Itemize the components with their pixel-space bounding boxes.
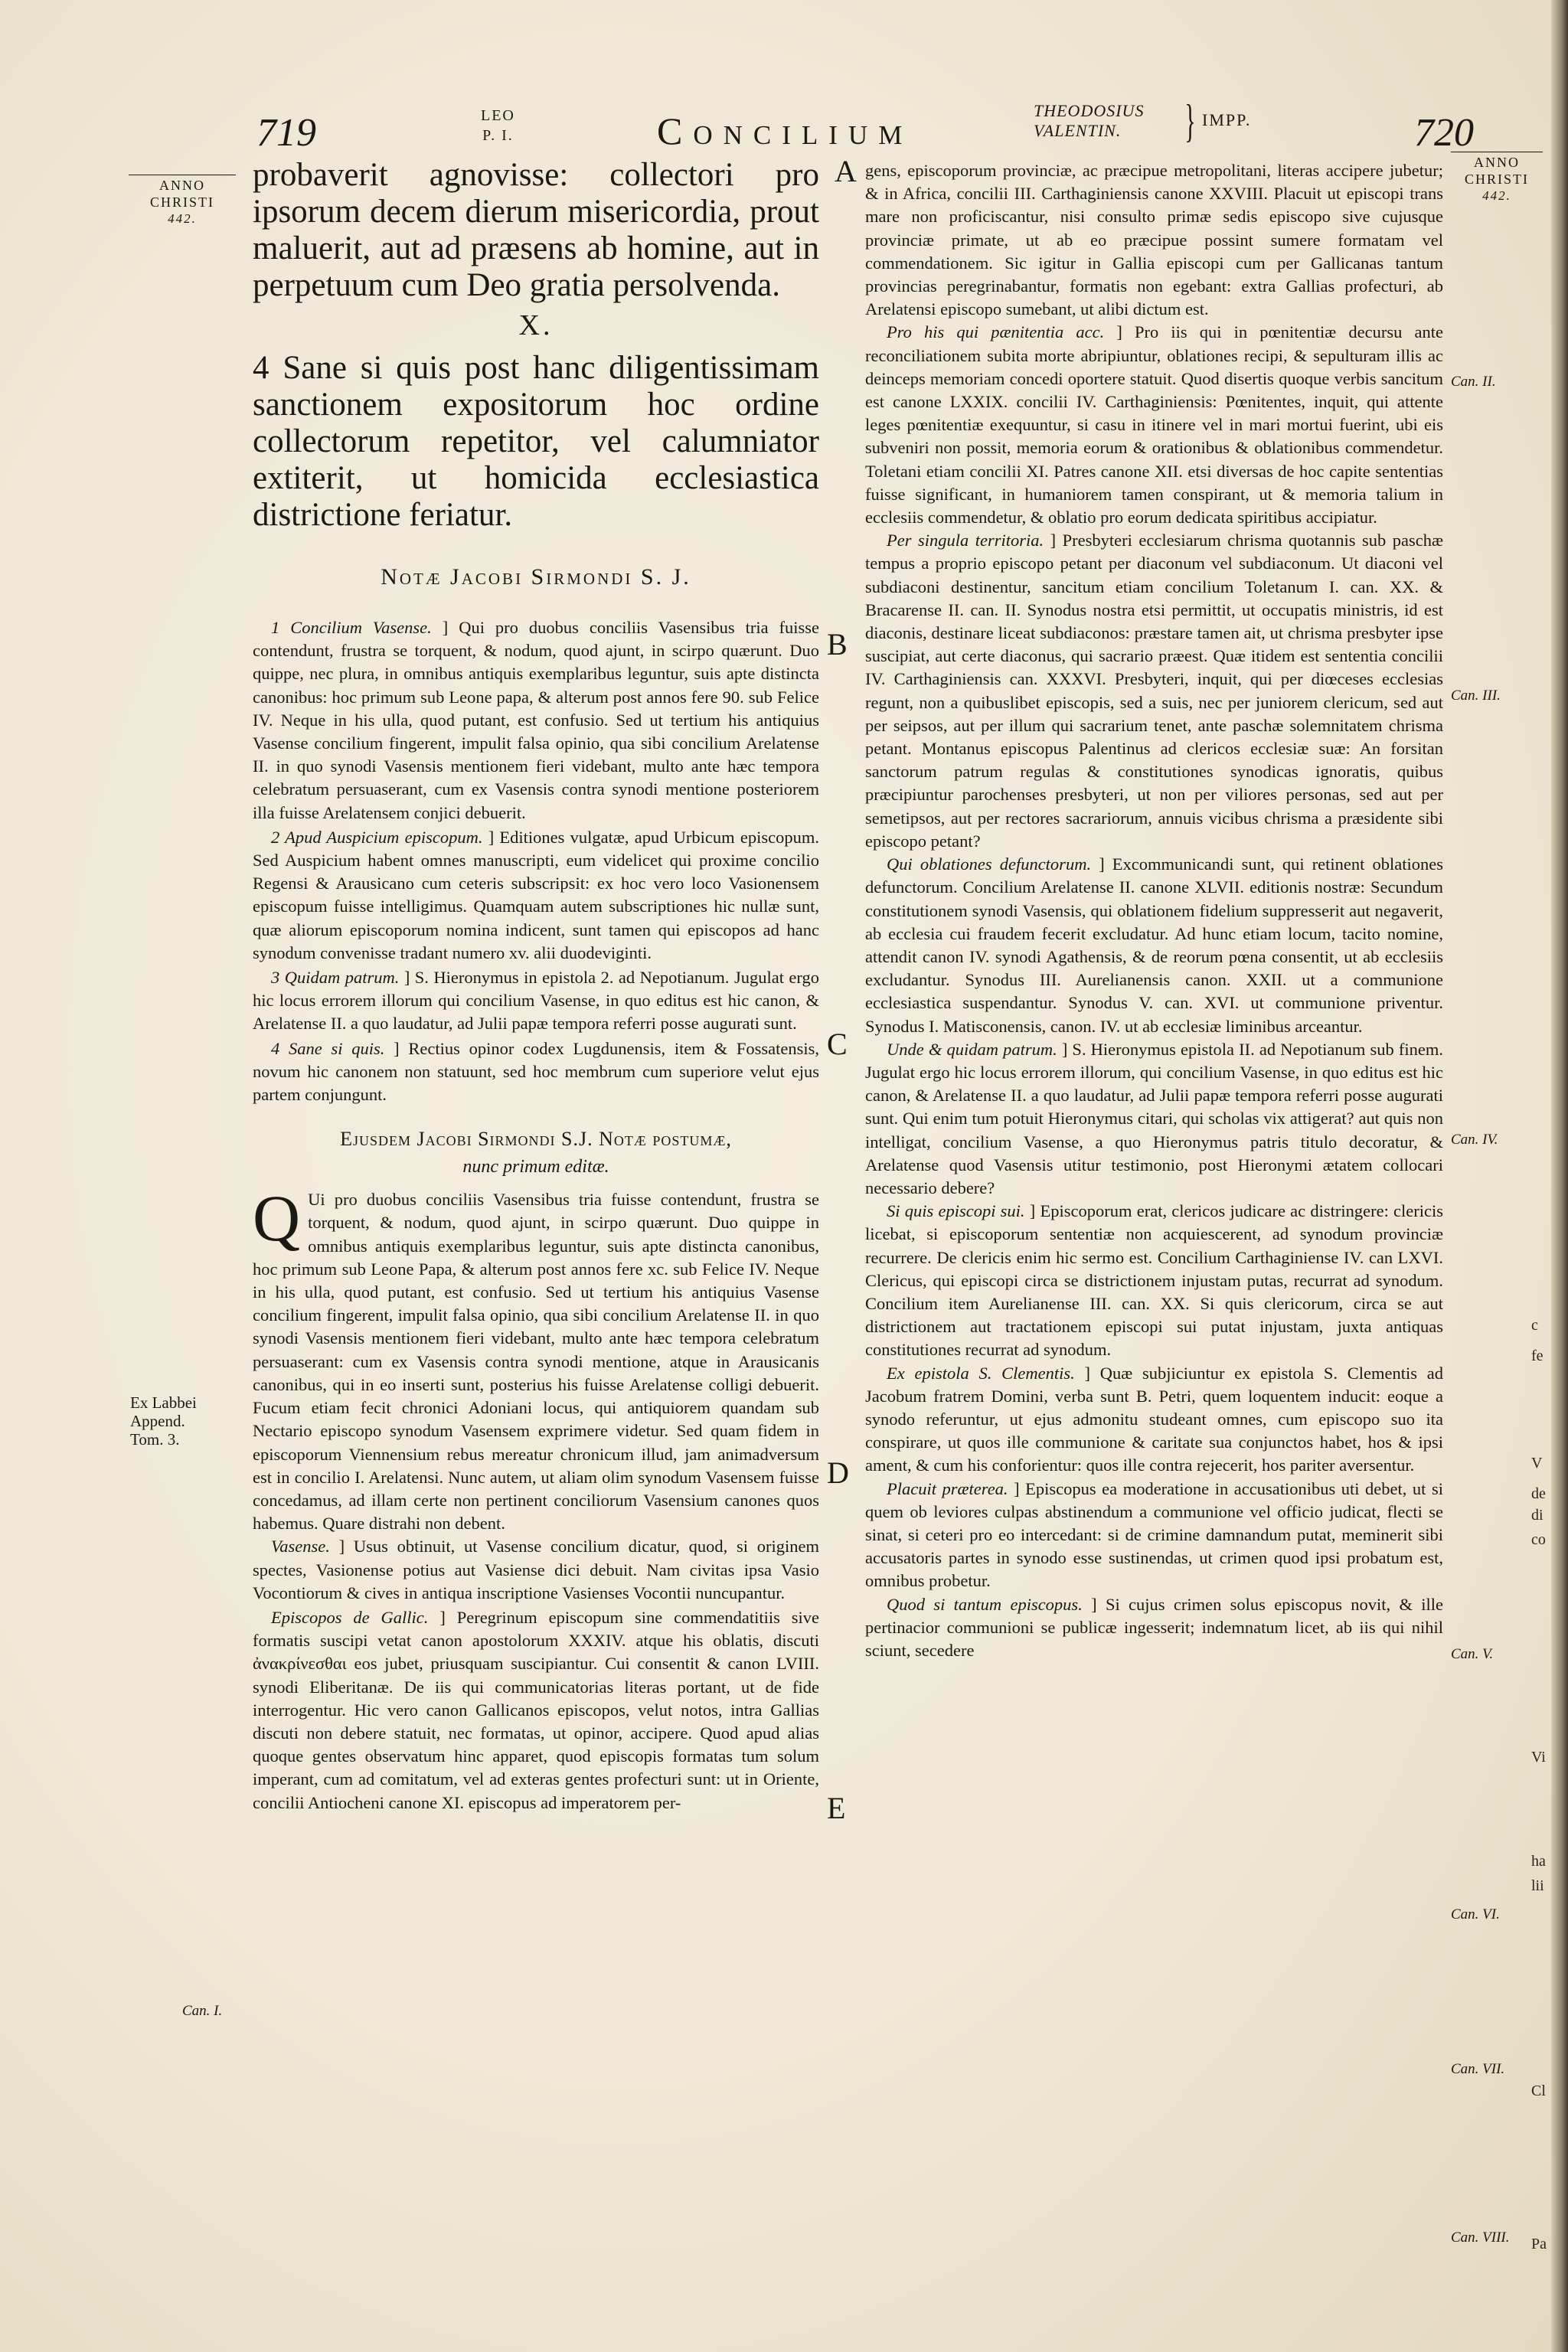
facing-page-fragment: V	[1531, 1455, 1543, 1472]
section-letter-b: B	[827, 627, 848, 662]
facing-page-fragment: Pa	[1531, 2236, 1547, 2252]
canon-marker-4: Can. IV.	[1451, 1132, 1498, 1148]
canon-marker-8: Can. VIII.	[1451, 2230, 1510, 2246]
posthumous-notes-heading: Ejusdem Jacobi Sirmondi S.J. Notæ postumæ,	[340, 1128, 732, 1151]
notes-heading: Notæ Jacobi Sirmondi S. J.	[381, 564, 691, 590]
book-spine-shadow	[1551, 0, 1568, 2352]
note-3: 3 Quidam patrum. ] S. Hieronymus in epistola 2. ad Nepotianum. Jugulat ergo hic locus errorem illorum qui concilium Vasense, in quo editus est hic canon, & Arelatense II. a quo laudatur, ad Julii papæ tempora referri posse augurati sunt.	[253, 968, 819, 1034]
facing-page-fragment: fe	[1531, 1348, 1544, 1364]
right-column	[865, 159, 1443, 1662]
left-column	[253, 157, 819, 1816]
canon-marker-1: Can. I.	[182, 2003, 223, 2019]
note-can-4: Qui oblationes defunctorum. ] Excommunicandi sunt, qui retinent oblationes defunctorum. Concilium Arelatense II. canone XLVII. editionis nostræ: Secundum constitutionem synodi Vasensis, qui oblationem fidelium suppresserit aut negaverit, ab ecclesia cui fraudem fecerit excludatur. Ad hunc etiam locum, tacito nomine, attendit canon IV. synodi Agathensis, & de reorum pœna consentit, ut ab ecclesiis excludantur. Synodus III. Aurelianensis canon. XXII. ut a communione ecclesiastica suspendantur. Synodus V. can. XVI. ut communione priventur. Synodus I. Matisconensis, canon. IV. ut ab ecclesiæ liminibus arceantur.	[865, 854, 1444, 1036]
note-can-8: Quod si tantum episcopus. ] Si cujus crimen solus episcopus novit, & ille pertinacior communioni se publicæ ingesserit; indemnatum licet, ab iis qui nihil sciunt, secedere	[865, 1594, 1444, 1660]
note-4: 4 Sane si quis. ] Rectius opinor codex Lugdunensis, item & Fossatensis, novum hic canonem non statuunt, sed hoc membrum cum superiore velut ejus partem conjungunt.	[253, 1038, 819, 1105]
facing-page-fragment: Vi	[1531, 1749, 1546, 1766]
emperor-label: THEODOSIUS VALENTIN.	[1034, 101, 1145, 140]
brace-glyph: }	[1184, 96, 1196, 146]
facing-page-fragment: lii	[1531, 1877, 1544, 1894]
emperor-suffix: IMPP.	[1202, 110, 1252, 129]
facing-page-fragment: Cl	[1531, 2082, 1546, 2099]
running-title: Concilium	[657, 109, 913, 152]
note-episcopos: Episcopos de Gallic. ] Peregrinum episcopum sine commendatitiis sive formatis suscipi vetat canon apostolorum XXXIV. atque his oblatis, discuti ἀνακρίνεσθαι eos jubet, priusquam suscipiantur. Cui consentit & canon LVIII. synodi Eliberitanæ. De iis qui communicatorias literas portant, ut de fide interrogentur. Hic vero canon Gallicanos episcopos, velut notos, intra Gallias discuti non debere statuit, nec formatas, ut opinor, accipere. Quod apud alias quoque gentes observatum hinc apparet, quod episcopis formatas tum solum imperant, cum ad comitatum, vel ad exteras gentes profecturi sunt: ut in Oriente, concilii Antiocheni canone XI. episcopus ad imperatorem per-	[253, 1607, 819, 1812]
section-letter-d: D	[827, 1455, 849, 1490]
drop-cap: Q	[253, 1181, 301, 1256]
page-number-left: 719	[256, 111, 316, 155]
canon-marker-3: Can. III.	[1451, 688, 1501, 704]
note-vasense: Vasense. ] Usus obtinuit, ut Vasense concilium dicatur, quod, si originem spectes, Vasionense potius aut Vasiense dici debuit. Nam civitas ipsa Vasio Vocontiorum & cives in antiqua inscriptione Vasienses Vocontii nuncupantur.	[253, 1537, 820, 1602]
posthumous-note-text: Q Ui pro duobus conciliis Vasensibus tria fuisse contendunt, frustra se torquent, & nodum, quod ajunt, in scirpo quærunt. Duo quippe in omnibus antiquis exemplaribus leguntur, suis apte distincta canonibus, hoc primum sub Leone Papa, & alterum post annos fere xc. sub Felice IV. Neque in his ulla, quod putant, est confusio. Sed ut tertium his antiquius Vasense concilium fingerent, impulit falsa opinio, qua sibi concilium Arelatense II. in quo synodi Vasensis mentionem fieri videbant, multo ante hæc tempora celebratum persuaserant: cum ex Vasensis contra synodi mentione, atque in Arausicanis canonibus, qui in eo inserti sunt, posterius his fuisse Arelatense colligi debuerit. Fucum etiam fecit chronici Adoniani locus, qui antiquiorem quandam sub Nectario episcopo synodum Vasensem exprimere videtur. Sed quam fidem in episcoporum Viennensium rebus mereatur chronicum illud, jam animadversum est in concilio I. Arelatensi. Nunc autem, ut aliam olim synodum Vasensem fuisse concedamus, ad illam certe non pertinent conciliorum Vasensium canones quos habemus. Quare distrahi non debent.	[253, 1181, 819, 1534]
canon-marker-5: Can. V.	[1451, 1646, 1494, 1662]
note-can-5: Si quis episcopi sui. ] Episcoporum erat, clericos judicare ac distringere: clericis licebat, si episcoporum sententiæ non acquiescerent, ad synodum provinciæ recurrere. De clericis enim hic sermo est. Concilium Carthaginiense IV. can LXVI. Clericus, qui episcopi circa se districtionem injustam putas, recurrat ad synodum. Concilium item Aurelianense III. can. XX. Si quis clericorum, circa se aut districtionem aut tractationem episcopi sui putat injustam, juxta antiquas constitutiones recurrat ad synodum.	[865, 1201, 1444, 1360]
note-can-3: Per singula territoria. ] Presbyteri ecclesiarum chrisma quotannis sub paschæ tempus a proprio episcopo petant per diaconum vel subdiaconum. Ut diaconi vel subdiaconi destinentur, sancitum etiam concilium Toletanum I. can. XX. & Bracarense II. can. II. Synodus nostra etsi permittit, ut occupatis ministris, id est diaconis, destinare liceat subdiaconos: præstare tamen ait, ut chrisma presbyter ipse suscipiat, aut certe diaconus, qui sacrario præest. Quæ itidem est sententia concilii IV. Carthaginiensis can. XXXVI. Presbyteri, inquit, qui per diœceses ecclesias regunt, non a quibuslibet episcopis, sed a suis, nec per juniorem clericum, sed aut per seipsos, aut per illum qui sacrarium tenet, ante paschæ solemnitatem chrisma petant. Montanus episcopus Palentinus ad clericos ecclesiæ suæ: An forsitan sanctorum patrum regulas & constitutiones synodicas ignoratis, quibus præcipiuntur parochenses presbyteri, ut non per viliores personas, sed aut per semetipsos, aut per rectores sacrariorum, annuis vicibus chrisma a præsidente sibi episcopo petant?	[865, 531, 1444, 851]
canon-marker-7: Can. VII.	[1451, 2061, 1505, 2077]
note-can-2: Pro his qui pænitentia acc. ] Pro iis qui in pœnitentiæ decursu ante reconciliationem subita morte abripiuntur, oblationes recipi, & sepulturam illis ac deinceps memoriam concedi oportere statuit. Quod disertis quoque verbis sancitum est canone LXXIX. concilii IV. Carthaginiensis: Pœnitentes, inquit, qui attente leges pœnitentiæ exequuntur, si casu in itinere vel in mari mortui fuerint, ubi eis subveniri non possit, memoria eorum & orationibus & oblationibus commendetur. Toletani etiam concilii XI. Patres canone XII. etsi diversas de hoc capite sententias fuisse significant, in humaniorem tamen conspirant, ut & memoria talium in ecclesiis commendetur, & oblatio pro eorum dedicata spiritibus accipiatur.	[865, 322, 1443, 528]
running-header	[0, 92, 1551, 161]
pope-label: LEO P. I.	[481, 107, 515, 144]
section-number: X.	[518, 309, 554, 341]
note-1: 1 Concilium Vasense. ] Qui pro duobus conciliis Vasensibus tria fuisse contendunt, frustra se torquent, & nodum, quod ajunt, in scirpo quærunt. Duo quippe, nec plura, in omnibus antiquis exemplaribus leguntur, suis apte distincta canonibus: hoc primum sub Leone papa, & alterum post annos fere 90. sub Felice IV. Neque in his ulla, quod putant, est confusio. Sed ut tertium his antiquius Vasense concilium fingerent, impulit falsa opinio, qua sibi concilium Arelatense II. in quo synodi Vasensis mentionem fieri videbant, multo ante hæc tempora celebratum persuaserant, cum ex Vasensis contra synodi mentione posteriorem illa fuisse Arelatensem conjici debuerit.	[253, 618, 820, 822]
anno-christi-left: ANNO CHRISTI 442.	[129, 175, 236, 227]
section-letter-c: C	[827, 1027, 848, 1061]
canon-marker-2: Can. II.	[1451, 374, 1496, 390]
note-can-6: Ex epistola S. Clementis. ] Quæ subjiciuntur ex epistola S. Clementis ad Jacobum fratrem Domini, verba sunt B. Petri, quem loquentem inducit: eoque a synodo referuntur, ut ejus admonitu studeant omnes, cum episcopo suo ita conspirare, ut quos ille communione & caritate sua conjunctos habet, hos & ipsi ament, & cum his conforientur: quos ille contra rejecerit, hos pariter aversentur.	[865, 1363, 1443, 1475]
facing-page-fragment: di	[1531, 1507, 1544, 1524]
source-note: Ex Labbei Append. Tom. 3.	[130, 1393, 197, 1449]
facing-page-fragment: ha	[1531, 1853, 1546, 1870]
right-continuation: gens, episcoporum provinciæ, ac præcipue metropolitani, literas accipere jubetur; & in Africa, concilii III. Carthaginiensis canone XXVIII. Placuit ut episcopi trans mare non proficiscantur, nisi consulto primæ sedis episcopo sive cujusque provinciæ primate, ut ab eo præcipue possint sumere formatam vel commendationem. Sic igitur in Gallia episcopi cum per Gallicanas tantum provincias peregrinabantur, formatis non egebant: extra Gallias profecturi, ab Arelatensi episcopo sumebant, ut alibi dictum est.	[865, 161, 1443, 319]
canon-marker-6: Can. VI.	[1451, 1906, 1500, 1922]
note-can-7: Placuit præterea. ] Episcopus ea moderatione in accusationibus uti debet, ut si quem ob leviores culpas abstinendum a communione vel officio judicat, flecti se sinat, si ceteri pro eo intercedant: si de crimine damnandum putat, meminerit sibi accusatoris partes in synodo esse sustinendas, ut crimen quod ipsi probatum est, omnibus probetur.	[865, 1478, 1443, 1591]
facing-page-fragment: co	[1531, 1531, 1546, 1548]
anno-christi-right: ANNO CHRISTI 442.	[1451, 152, 1543, 204]
note-2: 2 Apud Auspicium episcopum. ] Editiones vulgatæ, apud Urbicum episcopum. Sed Auspicium habent omnes manuscripti, eum videlicet qui proxime concilio Regensi & Arausicano cum ceteris subscripsit: ex hoc vero loco Vasionensem episcopum fuisse intelligimus. Quamquam autem subscriptiones hic nullæ sunt, quæ aliorum episcoporum nomina indicent, sunt tamen qui episcopos ad hanc synodum convenisse tradant numero xv. alii duodeviginti.	[253, 827, 819, 962]
section-letter-a: A	[835, 154, 857, 188]
facing-page-fragment: de	[1531, 1485, 1546, 1502]
posthumous-notes-subheading: nunc primum editæ.	[462, 1157, 609, 1178]
canon-4-text: 4 Sane si quis post hanc diligentissimam sanctionem expositorum hoc ordine collectorum repetitor, vel calumniator extiterit, ut homicida ecclesiastica districtione feriatur.	[253, 350, 819, 533]
canon-text: probaverit agnovisse: collectori pro ipsorum decem dierum misericordia, prout maluerit, aut ad præsens ab homine, aut in perpetuum cum Deo gratia persolvenda.	[253, 157, 819, 303]
section-letter-e: E	[827, 1791, 846, 1825]
note-can-4b: Unde & quidam patrum. ] S. Hieronymus epistola II. ad Nepotianum sub finem. Jugulat ergo hic locus errorem illorum, qui concilium Vasense, in quo editus est hic canon, & Arelatense II. a quo laudatur, ad Julii papæ tempora referri posse augurati sunt. Qui enim tum potuit Hieronymus citari, qui scholas vix attigerat? aut quis non intelligat, concilium Vasense, a quo Hieronymus patris titulo decoratur, & Arelatense quod Vasensis utitur testimonio, post Hieronymi ætatem collocari necessario debere?	[865, 1039, 1443, 1197]
facing-page-fragment: c	[1531, 1317, 1538, 1334]
page-number-right: 720	[1414, 111, 1474, 155]
